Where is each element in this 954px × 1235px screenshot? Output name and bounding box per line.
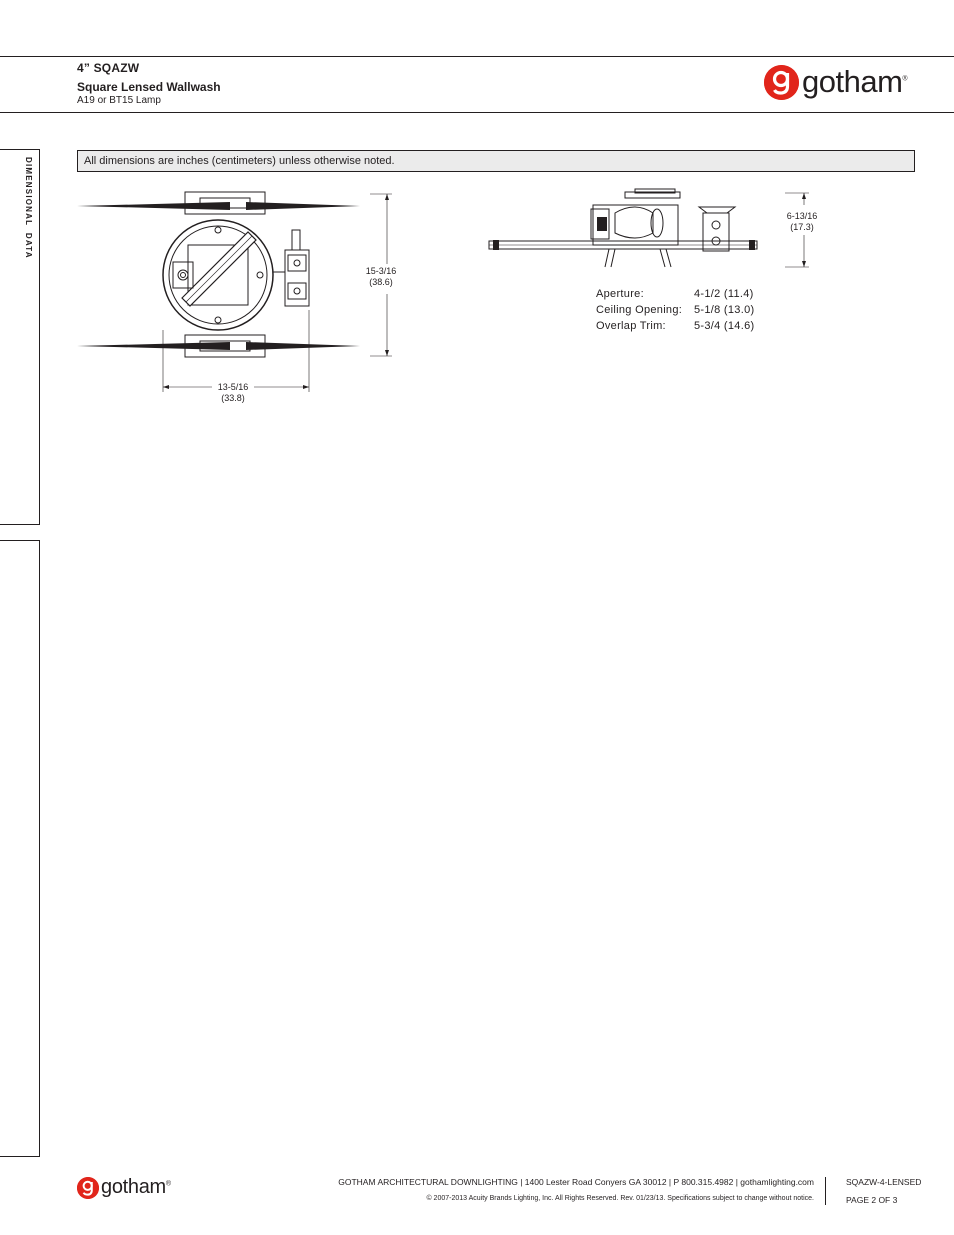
gotham-logo-mark-icon [764,65,799,100]
lamp-type: A19 or BT15 Lamp [77,95,161,106]
spec-label: Aperture: [596,288,644,300]
spec-row [596,304,754,320]
footer-divider [825,1177,826,1205]
product-code: 4” SQAZW [77,61,140,75]
spec-value: 4-1/2 (11.4) [694,288,754,300]
header-top-rule [0,56,954,57]
footer-page-number: PAGE 2 OF 3 [846,1195,898,1205]
side-view-drawing [485,183,815,273]
spec-label: Overlap Trim: [596,320,666,332]
footer-company-line: GOTHAM ARCHITECTURAL DOWNLIGHTING | 1400 Lester Road Conyers GA 30012 | P 800.315.4982 | gothamlighting.com [338,1177,814,1187]
aperture-specs [596,288,754,336]
plan-width-dimension: 13-5/16 (33.8) [212,382,254,404]
spec-row [596,320,754,336]
plan-view-drawing [70,180,410,410]
side-tab-dimensional-data [0,149,40,525]
side-height-dimension: 6-13/16 (17.3) [780,211,824,233]
spec-label: Ceiling Opening: [596,304,683,316]
dimensions-note: All dimensions are inches (centimeters) unless otherwise noted. [77,150,915,172]
spec-row [596,288,754,304]
gotham-logo-text: gotham® [802,64,908,99]
product-name: Square Lensed Wallwash [77,80,221,94]
footer-copyright: © 2007-2013 Acuity Brands Lighting, Inc. All Rights Reserved. Rev. 01/23/13. Specifications subject to change without notice. [426,1195,814,1202]
side-tab-lower [0,540,40,1157]
footer-logo-text: gotham® [101,1176,171,1198]
section-label: DIMENSIONAL DATA [24,157,33,259]
footer-doc-id: SQAZW-4-LENSED [846,1177,922,1187]
footer-logo-mark-icon [77,1177,99,1199]
header-bottom-rule [0,112,954,113]
spec-value: 5-1/8 (13.0) [694,304,755,316]
plan-height-dimension: 15-3/16 (38.6) [365,266,397,287]
gotham-logo [764,64,907,100]
spec-value: 5-3/4 (14.6) [694,320,755,332]
footer-gotham-logo [77,1176,171,1199]
